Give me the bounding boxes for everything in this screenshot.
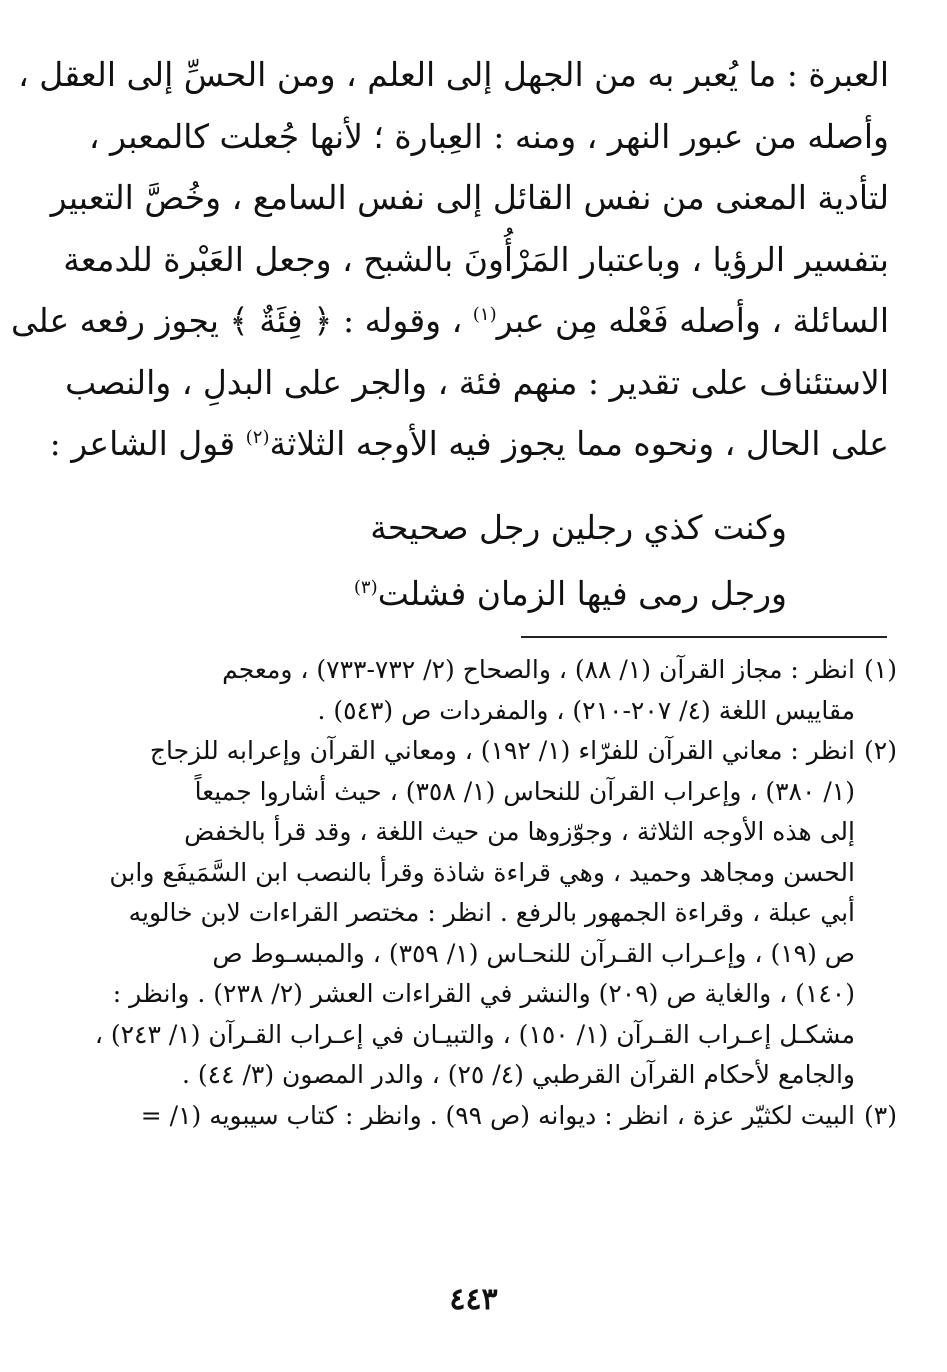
footnote-line: (١٤٠) ، والغاية ص (٢٠٩) والنشر في القراءات العشر (٢/ ٢٣٨) . وانظر : [112, 979, 855, 1008]
main-text-line [11, 290, 889, 352]
main-text-line: لتأدية المعنى من نفس القائل إلى نفس السامع ، وخُصَّ التعبير [50, 178, 889, 217]
footnote-2 [55, 731, 897, 1096]
poetry-verse-second-hemistich [354, 574, 787, 613]
footnote-line: إلى هذه الأوجه الثلاثة ، وجوّزوها من حيث اللغة ، وقد قرأ بالخفض [184, 817, 855, 846]
main-text-line: بتفسير الرؤيا ، وباعتبار المَرْأُونَ بالشبح ، وجعل العَبْرة للدمعة [63, 239, 889, 279]
footnote-line: ص (١٩) ، وإعـراب القـرآن للنحـاس (١/ ٣٥٩) ، والمبسـوط ص [212, 938, 855, 968]
main-text-segment: السائلة ، وأصله فَعْله مِن عبر [496, 301, 889, 340]
main-text-segment: قول الشاعر : [49, 424, 236, 463]
footnote-body [55, 1096, 855, 1137]
main-text-segment: على الحال ، ونحوه مما يجوز فيه الأوجه الثلاثة [269, 424, 889, 463]
footnote-line: انظر : معاني القرآن للفرّاء (١/ ١٩٢) ، ومعاني القرآن وإعرابه للزجاج [149, 736, 855, 765]
footnote-line: انظر : مجاز القرآن (١/ ٨٨) ، والصحاح (٢/ ٧٣٢-٧٣٣) ، ومعجم [222, 655, 855, 684]
footnote-line: مشكـل إعـراب القـرآن (١/ ١٥٠) ، والتبيـان في إعـراب القـرآن (١/ ٢٤٣) ، [94, 1019, 855, 1049]
main-text-segment: ، وقوله : ﴿ فِئَةٌ ﴾ يجوز رفعه على [11, 301, 463, 340]
main-text-line: العبرة : ما يُعبر به من الجهل إلى العلم ، ومن الحسِّ إلى العقل ، [18, 55, 889, 94]
footnote-number: (٢) [864, 736, 897, 765]
footnote-line: أبي عبلة ، وقراءة الجمهور بالرفع . انظر : مختصر القراءات لابن خالويه [128, 898, 855, 927]
footnote-line: مقاييس اللغة (٤/ ٢٠٧-٢١٠) ، والمفردات ص (٥٤٣) . [317, 695, 855, 725]
page-number: ٤٤٣ [449, 1282, 498, 1317]
footnote-line: البيت لكثيّر عزة ، انظر : ديوانه (ص ٩٩) . وانظر : كتاب سيبويه (١/ = [140, 1100, 855, 1130]
footnote-reference-2: (٢) [245, 427, 270, 448]
poetry-verse-first-hemistich: وكنت كذي رجلين رجل صحيحة [370, 508, 787, 547]
footnotes [55, 650, 897, 1136]
main-text-line: الاستئناف على تقدير : منهم فئة ، والجر على البدلِ ، والنصب [65, 362, 889, 402]
verse-text: ورجل رمى فيها الزمان فشلت [377, 574, 787, 613]
footnote-3 [55, 1096, 897, 1137]
footnote-body [55, 731, 855, 1096]
main-text [11, 44, 889, 475]
footnote-1 [55, 650, 897, 731]
footnote-line: (١/ ٣٨٠) ، وإعراب القرآن للنحاس (١/ ٣٥٨) ، حيث أشاروا جميعاً [194, 776, 855, 806]
footnote-reference-1: (١) [472, 304, 497, 325]
footnote-number: (٣) [864, 1100, 897, 1130]
footnote-line: الحسن ومجاهد وحميد ، وهي قراءة شاذة وقرأ بالنصب ابن السَّمَيفَع وابن [109, 857, 855, 887]
main-text-line: وأصله من عبور النهر ، ومنه : العِبارة ؛ لأنها جُعلت كالمعبر ، [88, 116, 889, 156]
footnote-reference-3: (٣) [353, 577, 378, 598]
footnote-line: والجامع لأحكام القرآن القرطبي (٤/ ٢٥) ، والدر المصون (٣/ ٤٤) . [181, 1060, 855, 1089]
main-text-line [49, 413, 889, 475]
footnote-body [55, 650, 855, 731]
footnote-separator [521, 636, 887, 638]
footnote-number: (١) [864, 655, 897, 684]
